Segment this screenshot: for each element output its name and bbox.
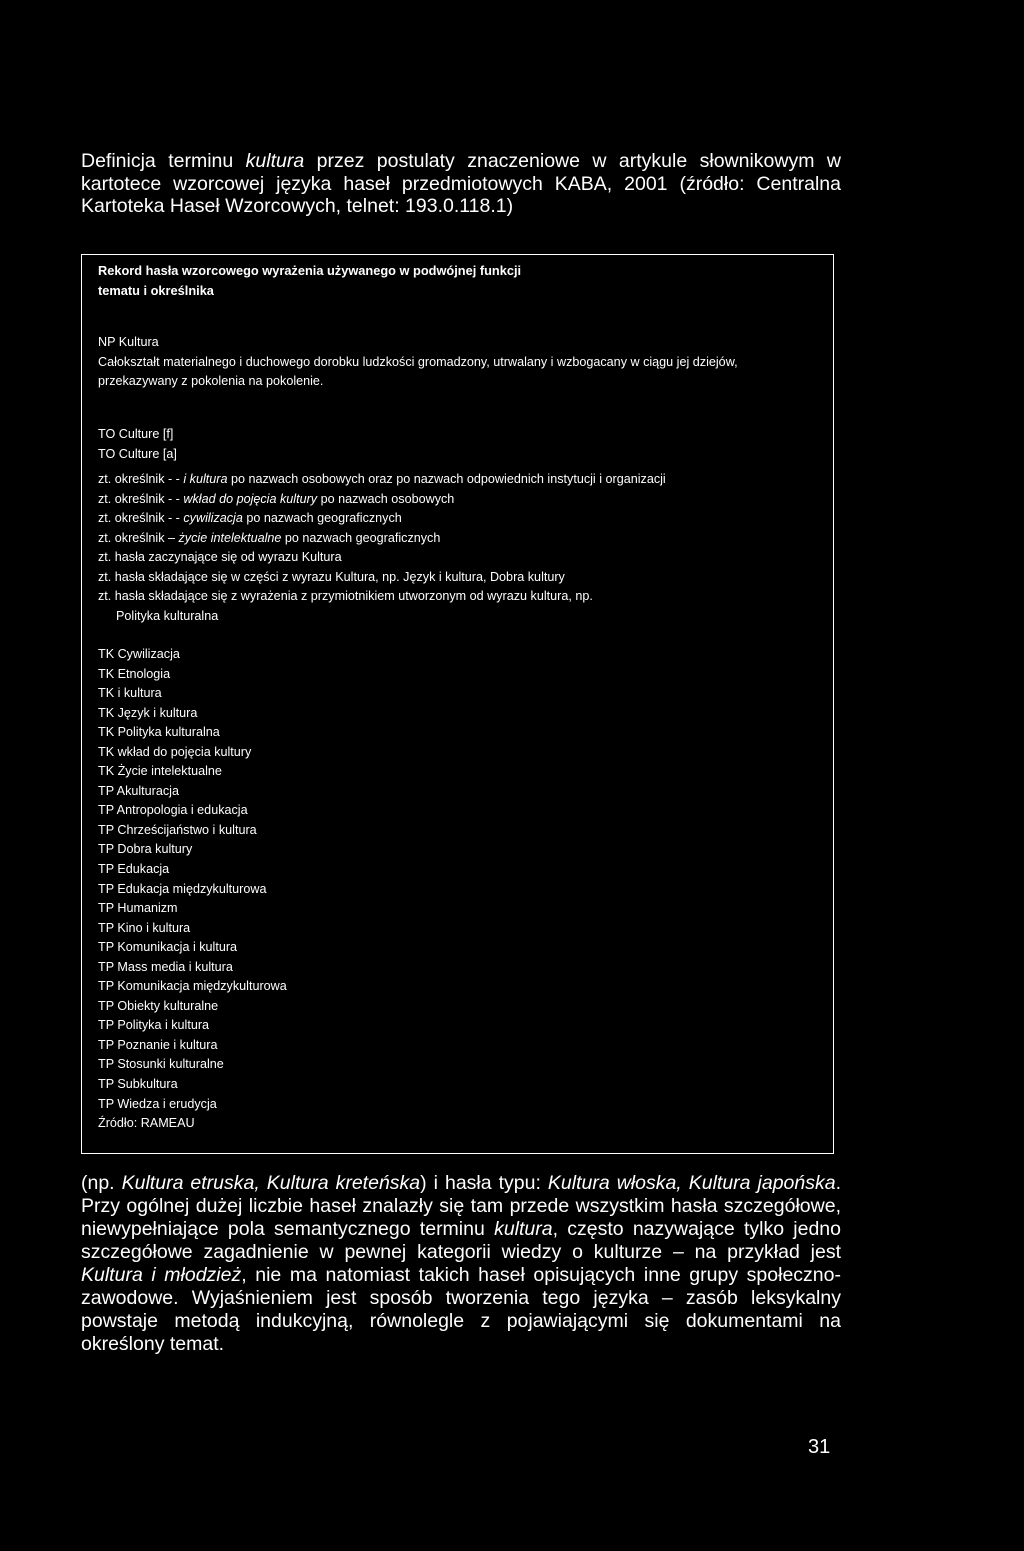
record-title-line: Rekord hasła wzorcowego wyrażenia używanego w podwójnej funkcji	[98, 263, 522, 278]
zt-continuation: Polityka kulturalna	[116, 608, 219, 623]
para-text: , często nazywające tylko jedno szczegółowe zagadnienie w pewnej kategorii wiedzy o kulturze – na przykład jest	[81, 1218, 841, 1263]
np-heading: NP Kultura	[98, 335, 159, 349]
zt-entry	[98, 470, 823, 490]
related-term: TK Życie intelektualne	[98, 764, 222, 779]
related-term: TK wkład do pojęcia kultury	[98, 744, 252, 759]
zt-entry-text: zt. określnik –	[98, 530, 179, 545]
related-term: TK Etnologia	[98, 666, 171, 681]
authority-record-box	[81, 254, 834, 1154]
related-term: TP Obiekty kulturalne	[98, 998, 219, 1013]
para-italic: kultura	[494, 1218, 553, 1240]
zt-entry-italic: życie intelektualne	[178, 530, 282, 545]
body-paragraph	[81, 1172, 841, 1356]
zt-entry-italic: wkład do pojęcia kultury	[183, 491, 318, 506]
zt-entry-text: zt. określnik - -	[98, 511, 184, 525]
related-term: TP Antropologia i edukacja	[98, 803, 248, 818]
zt-entry-italic: i kultura	[183, 472, 228, 486]
para-text: ) i hasła typu:	[420, 1172, 548, 1194]
record-title-line: tematu i określnika	[98, 283, 214, 298]
related-term: TK i kultura	[98, 686, 162, 701]
related-term: TP Dobra kultury	[98, 842, 193, 857]
zt-entry	[98, 587, 823, 607]
figure-caption	[81, 150, 841, 218]
related-term: TK Język i kultura	[98, 705, 198, 720]
para-italic: Kultura etruska, Kultura kreteńska	[121, 1172, 421, 1194]
related-term: TP Poznanie i kultura	[98, 1037, 218, 1052]
to-entry: TO Culture [a]	[98, 446, 177, 461]
record-title	[98, 261, 521, 301]
related-term: TP Humanizm	[98, 901, 178, 916]
related-term: TP Kino i kultura	[98, 920, 191, 935]
zt-entry-text: po nazwach geograficznych	[281, 530, 441, 545]
para-italic: Kultura i młodzież	[81, 1264, 242, 1286]
related-term: TP Subkultura	[98, 1077, 178, 1092]
related-term: TP Stosunki kulturalne	[98, 1057, 224, 1072]
zt-entry-text: zt. hasła składające się z wyrażenia z przymiotnikiem utworzonym od wyrazu kultura, np.	[98, 589, 593, 603]
to-section	[98, 425, 177, 464]
para-text: (np.	[81, 1172, 122, 1194]
zt-entry-text: zt. określnik - -	[98, 472, 184, 486]
zt-entry	[98, 509, 823, 529]
related-term: Źródło: RAMEAU	[98, 1116, 195, 1131]
related-term: TP Komunikacja międzykulturowa	[98, 979, 287, 994]
related-term: TP Polityka i kultura	[98, 1018, 210, 1033]
related-term: TK Polityka kulturalna	[98, 725, 220, 740]
zt-entry-text: po nazwach osobowych	[317, 491, 455, 506]
zt-entry	[98, 548, 823, 568]
related-term: TP Edukacja międzykulturowa	[98, 881, 267, 896]
caption-text: Definicja terminu	[81, 150, 246, 172]
zt-entry-text: zt. określnik - -	[98, 491, 184, 506]
related-terms-list	[98, 645, 287, 1134]
zt-section	[98, 470, 823, 626]
zt-entry-text: po nazwach geograficznych	[242, 511, 402, 525]
np-section	[98, 333, 813, 392]
related-term: TP Chrześcijaństwo i kultura	[98, 822, 257, 837]
related-term: TP Komunikacja i kultura	[98, 940, 238, 955]
para-italic: Kultura włoska, Kultura japońska	[547, 1172, 836, 1194]
caption-text-rest: przez postulaty znaczeniowe w artykule słownikowym w kartotece wzorcowej języka haseł przedmiotowych KABA, 2001 (źródło: Centralna Kartoteka Haseł Wzorcowych, telnet: 193.0.118.1)	[81, 150, 841, 217]
zt-entry-text: zt. hasła zaczynające się od wyrazu Kultura	[98, 550, 342, 564]
related-term: TK Cywilizacja	[98, 647, 180, 661]
page-number: 31	[808, 1436, 831, 1458]
to-entry: TO Culture [f]	[98, 427, 174, 441]
para-text: . Przy ogólnej dużej liczbie haseł znalazły się tam przede wszystkim hasła szczegółowe, niewypełniające pola semantycznego terminu	[81, 1172, 842, 1240]
zt-entry-italic: cywilizacja	[183, 511, 243, 525]
zt-entry-text: po nazwach osobowych oraz po nazwach odpowiednich instytucji i organizacji	[227, 472, 666, 486]
related-term: TP Mass media i kultura	[98, 959, 233, 974]
related-term: TP Edukacja	[98, 862, 170, 877]
zt-entry-text: zt. hasła składające się w części z wyrazu Kultura, np. Język i kultura, Dobra kultury	[98, 569, 565, 584]
para-text: , nie ma natomiast takich haseł opisujących inne grupy społeczno-zawodowe. Wyjaśnieniem jest sposób tworzenia tego języka – zasób leksykalny powstaje metodą indukcyjną, równolegle z pojawiającymi się dokumentami na określony temat.	[81, 1264, 841, 1355]
caption-term: kultura	[245, 150, 305, 172]
related-term: TP Akulturacja	[98, 783, 179, 798]
np-definition: Całokształt materialnego i duchowego dorobku ludzkości gromadzony, utrwalany i wzbogacany w ciągu jej dziejów, przekazywany z pokolenia na pokolenie.	[98, 354, 738, 388]
zt-entry	[98, 568, 823, 588]
related-term: TP Wiedza i erudycja	[98, 1096, 217, 1111]
zt-entry	[98, 490, 823, 510]
zt-entry	[98, 529, 823, 549]
